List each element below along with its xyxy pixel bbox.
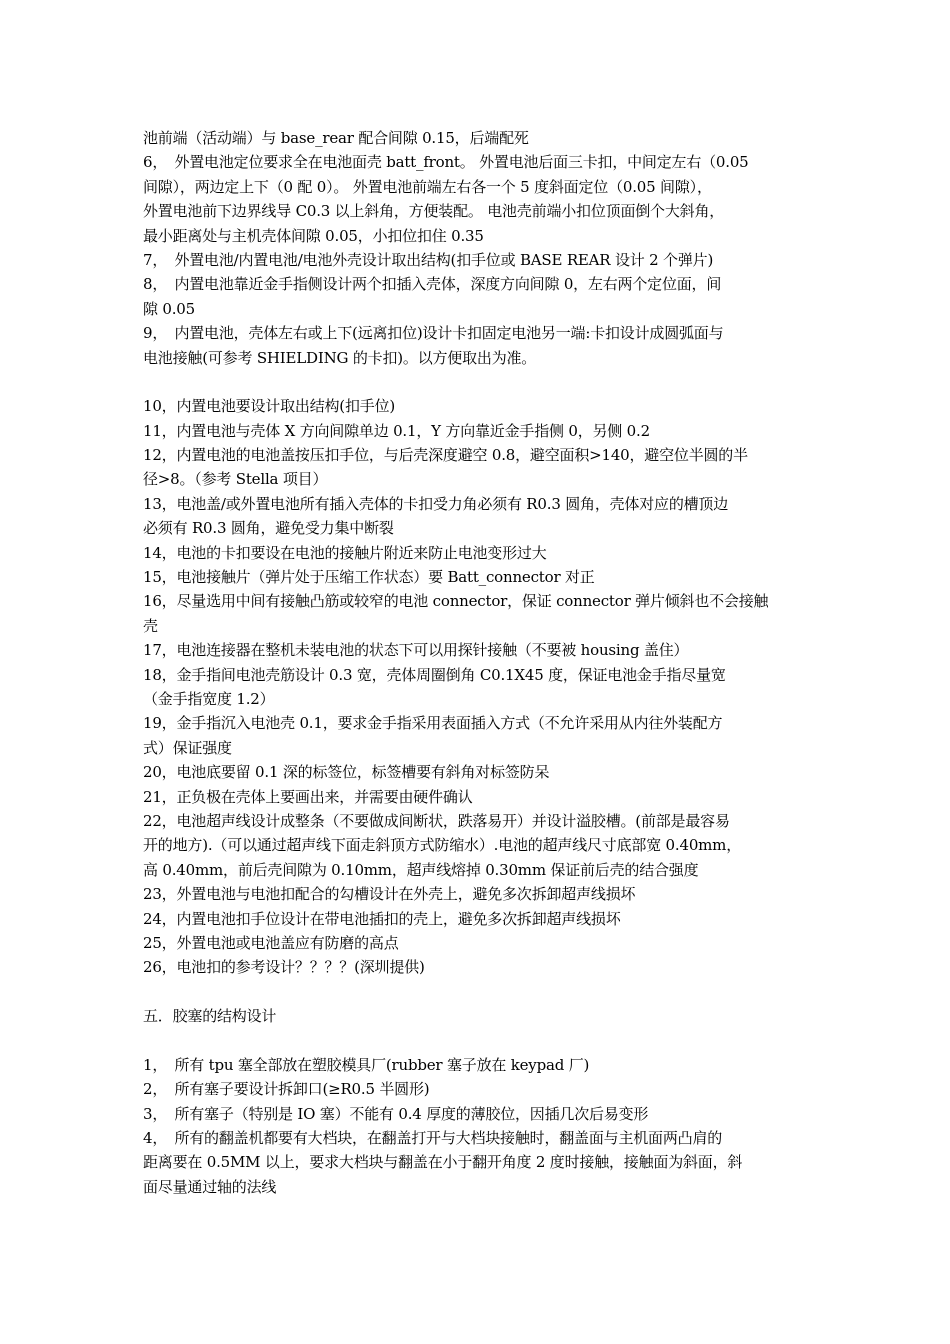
text-line: 4， 所有的翻盖机都要有大档块，在翻盖打开与大档块接触时，翻盖面与主机面两凸肩的 [143,1129,723,1148]
text-line: 9， 内置电池，壳体左右或上下(远离扣位)设计卡扣固定电池另一端:卡扣设计成圆弧面与 [143,324,724,343]
blank-line [143,1028,811,1052]
text-line: 径>8。（参考 Stella 项目） [143,470,328,489]
text-line: 3， 所有塞子（特别是 IO 塞）不能有 0.4 厚度的薄胶位，因插几次后易变形 [143,1104,649,1123]
text-line: 20，电池底要留 0.1 深的标签位，标签槽要有斜角对标签防呆 [143,763,550,782]
document-page [143,126,811,1199]
text-line: 壳 [143,616,158,635]
text-line: 面尽量通过轴的法线 [143,1177,277,1196]
text-line: 16，尽量选用中间有接触凸筋或较窄的电池 connector，保证 connector 弹片倾斜也不会接触 [143,592,769,611]
text-line: 23，外置电池与电池扣配合的勾槽设计在外壳上，避免多次拆卸超声线损坏 [143,885,636,904]
text-line: 开的地方).（可以通过超声线下面走斜顶方式防缩水）.电池的超声线尺寸底部宽 0.40mm， [143,836,742,855]
text-line: 15，电池接触片（弹片处于压缩工作状态）要 Batt_connector 对正 [143,568,595,587]
text-line: 24，内置电池扣手位设计在带电池插扣的壳上，避免多次拆卸超声线损坏 [143,909,621,928]
text-line: 间隙），两边定上下（0 配 0）。 外置电池前端左右各一个 5 度斜面定位（0.05 间隙）， [143,177,712,196]
text-line: 五．胶塞的结构设计 [143,1007,277,1026]
text-line: 6， 外置电池定位要求全在电池面壳 batt_front。 外置电池后面三卡扣，中间定左右（0.05 [143,153,749,172]
text-line: 10，内置电池要设计取出结构(扣手位) [143,397,395,416]
text-line: 最小距离处与主机壳体间隙 0.05，小扣位扣住 0.35 [143,226,484,245]
text-line: 21，正负极在壳体上要画出来，并需要由硬件确认 [143,787,473,806]
text-line: 14，电池的卡扣要设在电池的接触片附近来防止电池变形过大 [143,543,547,562]
text-line: 1， 所有 tpu 塞全部放在塑胶模具厂(rubber 塞子放在 keypad 厂) [143,1055,590,1074]
text-line: 17，电池连接器在整机未装电池的状态下可以用探针接触（不要被 housing 盖住） [143,641,689,660]
text-line: 2， 所有塞子要设计拆卸口(≥R0.5 半圆形) [143,1080,430,1099]
text-line: 8， 内置电池靠近金手指侧设计两个扣插入壳体，深度方向间隙 0，左右两个定位面，间 [143,275,722,294]
blank-line [143,370,811,394]
text-line: 11，内置电池与壳体 X 方向间隙单边 0.1，Y 方向靠近金手指侧 0，另侧 0.2 [143,421,650,440]
text-line: 式）保证强度 [143,738,232,757]
text-line: （金手指宽度 1.2） [143,689,275,708]
text-line: 7， 外置电池/内置电池/电池外壳设计取出结构(扣手位或 BASE REAR 设计 2 个弹片) [143,250,714,269]
text-line: 池前端（活动端）与 base_rear 配合间隙 0.15，后端配死 [143,129,529,147]
text-line: 19，金手指沉入电池壳 0.1，要求金手指采用表面插入方式（不允许采用从内往外装配方 [143,714,723,733]
text-line: 26，电池扣的参考设计？？？？(深圳提供) [143,958,425,977]
text-line: 电池接触(可参考 SHIELDING 的卡扣)。以方便取出为准。 [143,348,537,367]
text-line: 隙 0.05 [143,299,195,318]
text-line: 必须有 R0.3 圆角，避免受力集中断裂 [143,519,394,538]
text-line: 25，外置电池或电池盖应有防磨的高点 [143,933,399,952]
text-line: 距离要在 0.5MM 以上，要求大档块与翻盖在小于翻开角度 2 度时接触，接触面为斜面，斜 [143,1153,743,1172]
text-line: 外置电池前下边界线导 C0.3 以上斜角，方便装配。 电池壳前端小扣位顶面倒个大斜角， [143,202,725,221]
text-line: 高 0.40mm，前后壳间隙为 0.10mm，超声线熔掉 0.30mm 保证前后壳的结合强度 [143,860,699,879]
text-line: 22，电池超声线设计成整条（不要做成间断状，跌落易开）并设计溢胶槽。(前部是最容易 [143,811,730,830]
text-line: 13，电池盖/或外置电池所有插入壳体的卡扣受力角必须有 R0.3 圆角，壳体对应的槽顶边 [143,494,729,513]
blank-line [143,980,811,1004]
text-line: 18，金手指间电池壳筋设计 0.3 宽，壳体周圈倒角 C0.1X45 度，保证电池金手指尽量宽 [143,665,726,684]
text-line: 12，内置电池的电池盖按压扣手位，与后壳深度避空 0.8，避空面积>140，避空位半圆的半 [143,446,748,465]
